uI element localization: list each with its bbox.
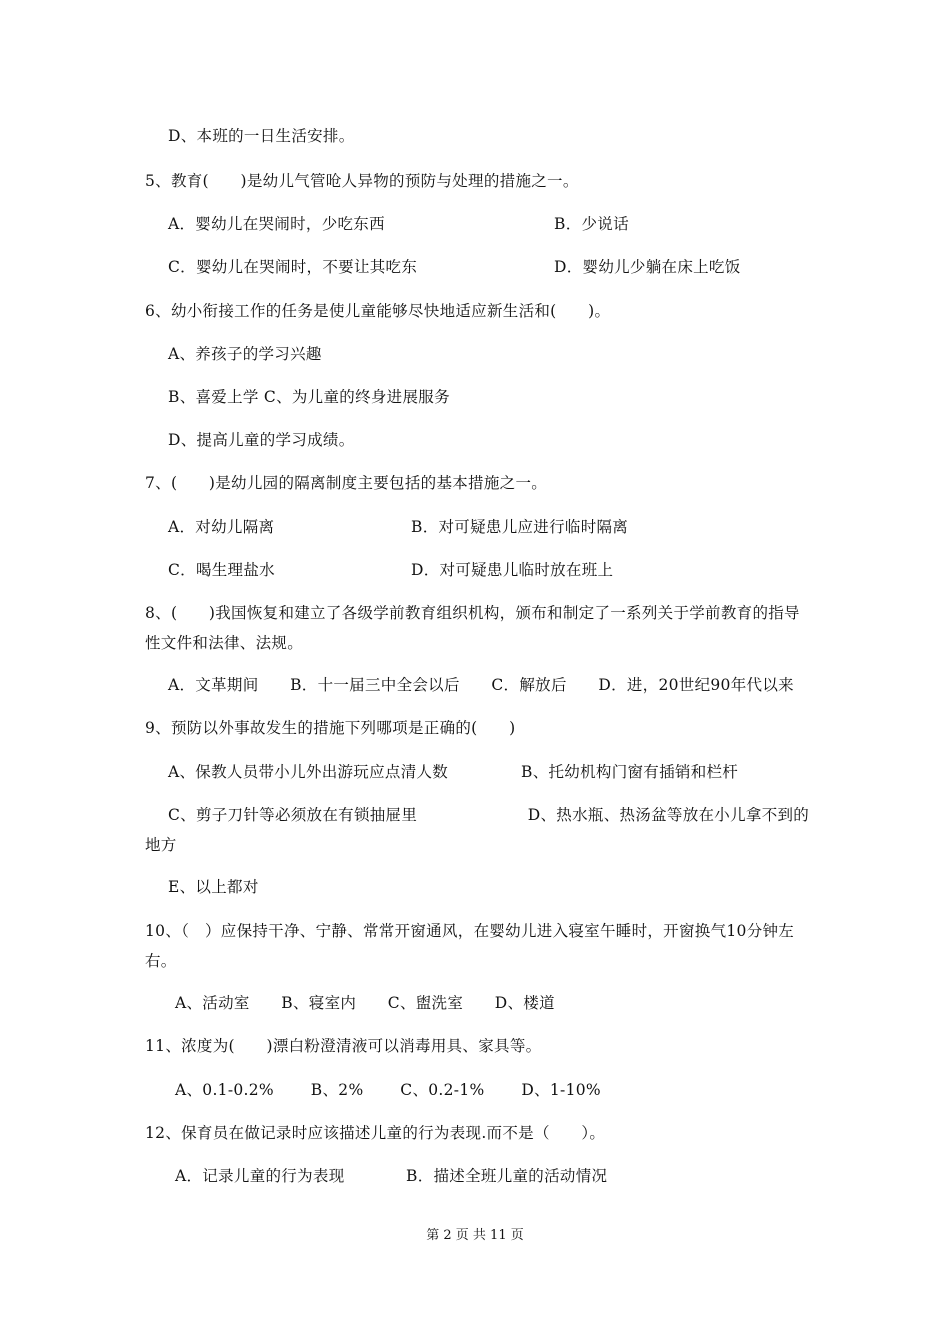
q12-option-b: B．描述全班儿童的活动情况	[406, 1167, 608, 1185]
q10-options: A、活动室 B、寝室内 C、盥洗室 D、楼道	[175, 994, 555, 1012]
q4-option-d: D、本班的一日生活安排。	[168, 127, 355, 145]
question-7: 7、( )是幼儿园的隔离制度主要包括的基本措施之一。	[145, 474, 548, 492]
q5-option-d: D．婴幼儿少躺在床上吃饭	[554, 258, 741, 276]
q6-option-d: D、提高儿童的学习成绩。	[168, 431, 355, 449]
q5-option-a: A．婴幼儿在哭闹时，少吃东西	[168, 215, 385, 233]
q9-option-cd: C、剪子刀针等必须放在有锁抽屉里 D、热水瓶、热汤盆等放在小儿拿不到的地方	[145, 806, 810, 854]
question-12: 12、保育员在做记录时应该描述儿童的行为表现.而不是（ ）。	[145, 1124, 606, 1142]
question-11: 11、浓度为( )漂白粉澄清液可以消毒用具、家具等。	[145, 1037, 542, 1055]
q12-option-a: A．记录儿童的行为表现	[175, 1167, 345, 1185]
question-9: 9、预防以外事故发生的措施下列哪项是正确的( )	[145, 719, 516, 737]
q9-option-e: E、以上都对	[168, 878, 259, 896]
q6-option-a: A、养孩子的学习兴趣	[168, 345, 322, 363]
q7-option-b: B．对可疑患儿应进行临时隔离	[411, 518, 629, 536]
q5-option-b: B．少说话	[554, 215, 629, 233]
q7-option-a: A．对幼儿隔离	[168, 518, 275, 536]
question-5: 5、教育( )是幼儿气管呛人异物的预防与处理的措施之一。	[145, 172, 579, 190]
q7-option-c: C．喝生理盐水	[168, 561, 275, 579]
q8-options: A．文革期间 B．十一届三中全会以后 C．解放后 D．进，20世纪90年代以来	[168, 676, 794, 694]
q5-option-c: C．婴幼儿在哭闹时，不要让其吃东	[168, 258, 418, 276]
q6-option-bc: B、喜爱上学 C、为儿童的终身进展服务	[168, 388, 450, 406]
q9-option-b: B、托幼机构门窗有插销和栏杆	[521, 763, 739, 781]
page-footer: 第 2 页 共 11 页	[426, 1228, 524, 1243]
question-6: 6、幼小衔接工作的任务是使儿童能够尽快地适应新生活和( )。	[145, 302, 611, 320]
question-8: 8、( )我国恢复和建立了各级学前教育组织机构，颁布和制定了一系列关于学前教育的指导性文件和法律、法规。	[145, 604, 800, 652]
question-10: 10、（ ）应保持干净、宁静、常常开窗通风，在婴幼儿进入寝室午睡时，开窗换气10分钟左右。	[145, 922, 795, 970]
q9-option-a: A、保教人员带小儿外出游玩应点清人数	[168, 763, 449, 781]
q11-options: A、0.1-0.2% B、2% C、0.2-1% D、1-10%	[175, 1081, 601, 1099]
q7-option-d: D．对可疑患儿临时放在班上	[411, 561, 614, 579]
